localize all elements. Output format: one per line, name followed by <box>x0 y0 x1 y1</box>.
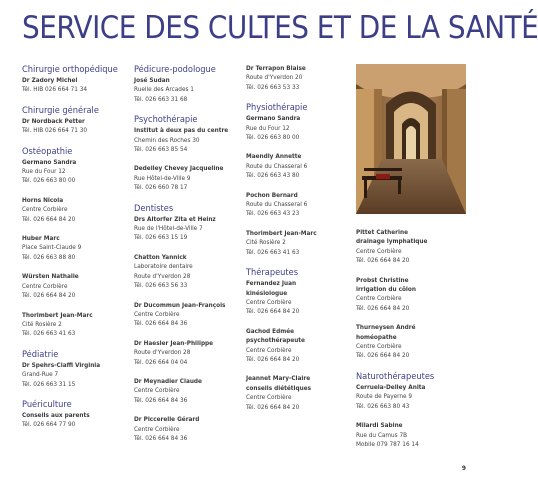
page-number: 9 <box>461 464 466 472</box>
directory-entry <box>246 191 350 219</box>
entry-detail: Tél. 026 664 84 20 <box>356 351 410 360</box>
arcade-image <box>356 64 466 214</box>
directory-section <box>22 64 130 95</box>
directory-entry <box>246 327 350 365</box>
directory-section <box>22 146 130 339</box>
section-heading: Puériculture <box>22 398 72 410</box>
entry-name: Dr Terrapon Blaise <box>246 64 306 72</box>
entry-specialty: irrigation du côlon <box>356 285 416 294</box>
entry-name: Dr Ducommun Jean-François <box>134 300 226 309</box>
entry-name: Probst Christine <box>356 275 409 284</box>
entry-detail: Centre Corbière <box>246 297 292 306</box>
entry-name: Thorimbert Jean-Marc <box>246 228 317 237</box>
entry-detail: Centre Corbière <box>356 342 402 351</box>
entry-detail: Tél. 026 664 84 20 <box>246 354 300 363</box>
section-heading: Psychothérapie <box>134 114 198 126</box>
directory-section <box>22 105 130 136</box>
entry-detail: Tél. 026 664 84 36 <box>134 395 188 404</box>
directory-entry <box>22 158 130 186</box>
directory-section <box>356 228 466 361</box>
entry-name: Dr Meynadier Claude <box>134 376 202 385</box>
entry-detail: Place Saint-Claude 9 <box>22 243 82 252</box>
directory-entry <box>134 76 242 104</box>
entry-name: Jeannet Mary-Claire <box>246 374 311 383</box>
entry-name: Dedelley Chevey Jacqueline <box>134 164 224 173</box>
entry-detail: Chemin des Roches 30 <box>134 135 200 144</box>
directory-entry <box>134 377 242 405</box>
directory-section <box>246 267 350 412</box>
entry-specialty: conseils diététiques <box>246 383 312 392</box>
entry-detail: Tél. 026 663 41 63 <box>22 329 76 338</box>
directory-entry <box>134 215 242 243</box>
entry-detail: Tél. HIB 026 664 71 30 <box>22 126 88 135</box>
entry-name: Cerruela-Delley Anita <box>356 382 426 391</box>
directory-entry <box>246 279 350 317</box>
entry-name: Dr Nordback Petter <box>22 116 85 125</box>
entry-detail: Tél. 026 663 88 80 <box>22 252 76 261</box>
entry-detail: Tél. 026 664 84 20 <box>246 402 300 411</box>
directory-section <box>134 203 242 444</box>
entry-detail: Ruelle des Arcades 1 <box>134 85 194 94</box>
entry-name: Germano Sandra <box>246 114 301 123</box>
directory-entry <box>246 374 350 412</box>
section-heading: Pédiatrie <box>22 348 59 360</box>
entry-name: Würsten Nathalie <box>22 272 79 281</box>
entry-detail: Mobile 079 787 16 14 <box>356 439 419 448</box>
entry-detail: Tél. 026 663 41 63 <box>246 247 300 256</box>
directory-entry <box>134 253 242 291</box>
entry-detail: Tél. 026 663 43 23 <box>246 209 300 218</box>
entry-specialty: kinésiologue <box>246 288 288 297</box>
directory-entry <box>22 196 130 224</box>
page-title: SERVICE DES CULTES ET DE LA SANTÉ <box>22 10 538 46</box>
directory-section <box>22 399 130 430</box>
entry-specialty: drainage lymphatique <box>356 237 428 246</box>
directory-entry <box>356 323 466 361</box>
directory-entry <box>246 229 350 257</box>
entry-detail: Tél. HIB 026 664 71 34 <box>22 85 88 94</box>
directory-entry <box>134 301 242 329</box>
directory-entry <box>134 164 242 192</box>
entry-name: Drs Altorfer Zita et Heinz <box>134 214 216 223</box>
entry-detail: Centre Corbière <box>134 386 180 395</box>
entry-detail: Tél. 026 663 80 43 <box>356 401 410 410</box>
directory-entry <box>356 276 466 314</box>
directory-entry <box>246 152 350 180</box>
entry-name: Pochon Bernard <box>246 190 298 199</box>
entry-detail: Tél. 026 664 84 36 <box>134 433 188 442</box>
entry-name: Dr Haesler Jean-Philippe <box>134 338 214 347</box>
column-2 <box>134 64 242 453</box>
directory-section <box>246 102 350 257</box>
directory-section <box>246 64 350 92</box>
column-4 <box>356 228 466 459</box>
entry-detail: Cité Rosière 2 <box>246 238 286 247</box>
entry-detail: Tél. 026 663 31 15 <box>22 379 76 388</box>
entry-detail: Route d'Yverdon 28 <box>134 271 191 280</box>
entry-detail: Tél. 026 663 56 33 <box>134 281 188 290</box>
entry-detail: Route du Chasseral 6 <box>246 200 308 209</box>
directory-entry <box>22 117 130 136</box>
directory-entry <box>246 64 350 92</box>
entry-detail: Rue de l'Hôtel-de-Ville 7 <box>134 224 203 233</box>
entry-detail: Tél. 026 664 84 20 <box>356 303 410 312</box>
entry-name: José Sudan <box>134 76 170 84</box>
directory-entry <box>134 415 242 443</box>
entry-detail: Tél. 026 663 80 00 <box>246 133 300 142</box>
section-heading: Physiothérapie <box>246 102 308 114</box>
entry-detail: Tél. 026 664 84 20 <box>246 307 300 316</box>
entry-detail: Tél. 026 664 84 36 <box>134 319 188 328</box>
entry-detail: Tél. 026 663 53 33 <box>246 82 300 91</box>
entry-detail: Tél. 026 663 15 19 <box>134 233 188 242</box>
directory-entry <box>134 126 242 154</box>
section-heading: Chirurgie générale <box>22 104 99 116</box>
directory-entry <box>22 76 130 95</box>
section-heading: Ostéopathie <box>22 145 73 157</box>
entry-detail: Tél. 026 660 78 17 <box>134 183 188 192</box>
section-heading: Dentistes <box>134 202 174 214</box>
section-heading: Pédicure-podologue <box>134 64 216 75</box>
entry-detail: Centre Corbière <box>22 281 68 290</box>
entry-detail: Route du Chasseral 6 <box>246 161 308 170</box>
entry-detail: Route d'Yverdon 28 <box>134 348 191 357</box>
entry-detail: Rue Hôtel-de-Ville 9 <box>134 173 191 182</box>
entry-detail: Centre Corbière <box>22 205 68 214</box>
entry-detail: Rue du Four 12 <box>22 167 66 176</box>
directory-entry <box>22 272 130 300</box>
entry-detail: Grand-Rue 7 <box>22 370 59 379</box>
entry-detail: Centre Corbière <box>134 309 180 318</box>
entry-name: Institut à deux pas du centre <box>134 126 229 135</box>
entry-detail: Centre Corbière <box>356 294 402 303</box>
entry-detail: Centre Corbière <box>246 393 292 402</box>
entry-detail: Tél. 026 663 31 68 <box>134 94 188 103</box>
directory-entry <box>246 114 350 142</box>
entry-detail: Tél. 026 663 85 54 <box>134 145 188 154</box>
entry-detail: Centre Corbière <box>246 345 292 354</box>
column-1 <box>22 64 130 440</box>
directory-entry <box>22 234 130 262</box>
entry-name: Thorimbert Jean-Marc <box>22 310 93 319</box>
directory-entry <box>356 383 466 411</box>
entry-name: Maendly Annette <box>246 152 302 161</box>
entry-detail: Route de Payerne 9 <box>356 392 413 401</box>
entry-name: Dr Zadory Michel <box>22 76 78 84</box>
arcade-photo <box>356 64 466 214</box>
entry-specialty: homéopathe <box>356 332 397 341</box>
section-heading: Thérapeutes <box>246 267 299 279</box>
directory-entry <box>134 339 242 367</box>
section-heading: Naturothérapeutes <box>356 370 435 382</box>
entry-detail: Tél. 026 664 84 20 <box>356 256 410 265</box>
entry-detail: Centre Corbière <box>356 246 402 255</box>
entry-detail: Tél. 026 664 77 90 <box>22 420 76 429</box>
entry-name: Horns Nicola <box>22 195 64 204</box>
entry-name: Gachod Edmée <box>246 326 295 335</box>
entry-specialty: psychothérapeute <box>246 336 305 345</box>
entry-detail: Cité Rosière 2 <box>22 319 62 328</box>
entry-name: Dr Piccerelle Gérard <box>134 415 200 424</box>
entry-detail: Tél. 026 663 43 80 <box>246 171 300 180</box>
directory-section <box>134 64 242 104</box>
entry-detail: Rue du Four 12 <box>246 123 290 132</box>
directory-entry <box>356 228 466 266</box>
entry-detail: Tél. 026 664 84 20 <box>22 214 76 223</box>
entry-detail: Tél. 026 664 84 20 <box>22 291 76 300</box>
column-3 <box>246 64 350 422</box>
entry-detail: Laboratoire dentaire <box>134 262 193 271</box>
entry-detail: Tél. 026 663 80 00 <box>22 176 76 185</box>
directory-entry <box>22 411 130 430</box>
directory-section <box>356 371 466 449</box>
entry-detail: Route d'Yverdon 20 <box>246 73 303 82</box>
entry-name: Conseils aux parents <box>22 410 90 419</box>
entry-detail: Tél. 026 664 04 04 <box>134 357 188 366</box>
directory-entry <box>356 421 466 449</box>
directory-entry <box>22 361 130 389</box>
entry-detail: Rue du Camus 7B <box>356 430 408 439</box>
entry-name: Fernandez Juan <box>246 279 297 288</box>
entry-name: Dr Spehrs-Ciaffi Virginia <box>22 360 101 369</box>
entry-name: Huber Marc <box>22 234 60 243</box>
entry-name: Milardi Sabine <box>356 421 403 430</box>
entry-name: Pittet Catherine <box>356 228 408 236</box>
entry-name: Germano Sandra <box>22 157 77 166</box>
entry-name: Chatton Yannick <box>134 252 187 261</box>
directory-section <box>22 349 130 389</box>
entry-detail: Centre Corbière <box>134 424 180 433</box>
entry-name: Thurneysen André <box>356 323 416 332</box>
directory-entry <box>22 311 130 339</box>
section-heading: Chirurgie orthopédique <box>22 64 118 75</box>
directory-section <box>134 114 242 192</box>
